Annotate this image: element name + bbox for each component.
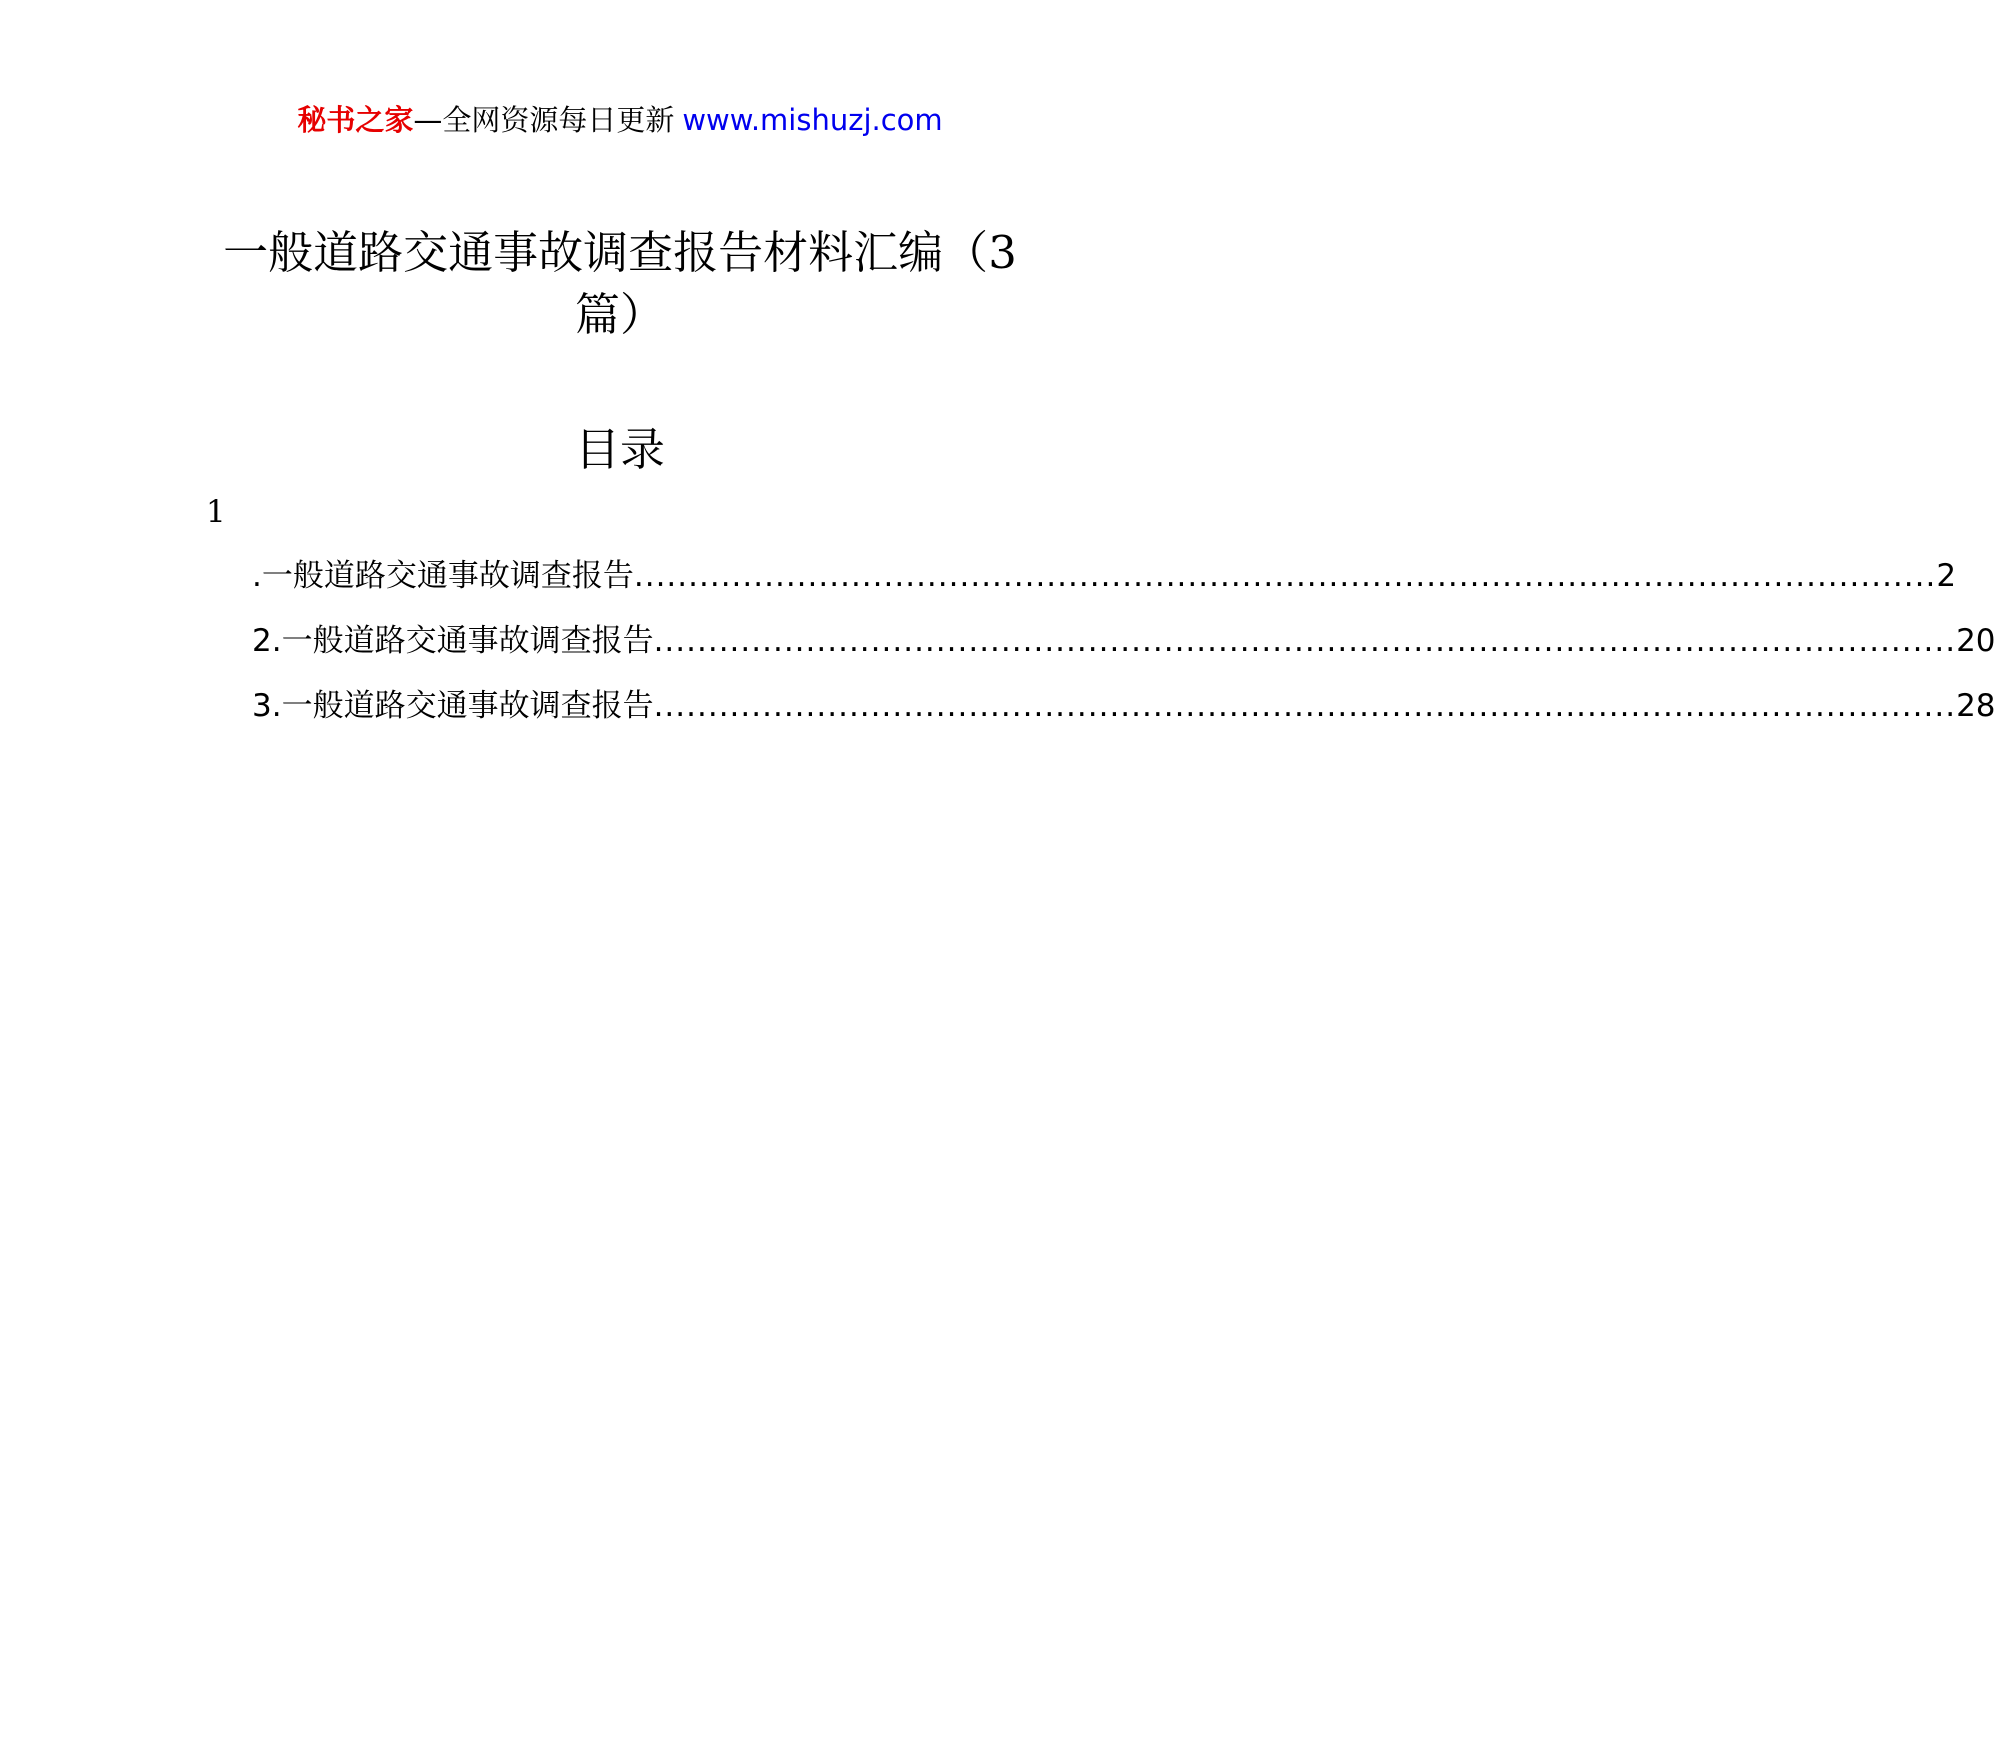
- toc-entry[interactable]: [252, 556, 1957, 621]
- site-name: 秘书之家: [297, 103, 414, 137]
- title-line-2: 篇）: [574, 288, 665, 341]
- toc-leader-dots: ........................................................................................................................: [653, 623, 1957, 659]
- site-slogan: —全网资源每日更新: [413, 103, 675, 137]
- toc-entry-page: 2: [1936, 558, 1957, 594]
- toc-stray-number: 1: [206, 494, 226, 530]
- toc-leader-dots: ........................................................................................................................: [653, 688, 1957, 724]
- site-url-link[interactable]: www.mishuzj.com: [682, 103, 943, 137]
- toc-entry-label: .一般道路交通事故调查报告: [252, 558, 634, 594]
- toc-entry-label: 2.一般道路交通事故调查报告: [252, 623, 654, 659]
- site-header: [0, 100, 1240, 140]
- toc-entry-page: 20: [1956, 623, 1996, 659]
- table-of-contents: [252, 556, 1996, 751]
- title-count: 3: [988, 226, 1017, 279]
- toc-entry[interactable]: [252, 621, 1996, 686]
- document-title: [200, 222, 1040, 346]
- toc-heading: 目录: [574, 423, 665, 476]
- title-line-1: 一般道路交通事故调查报告材料汇编（: [223, 226, 989, 279]
- toc-leader-dots: ........................................................................................................................: [633, 558, 1937, 594]
- toc-entry[interactable]: [252, 686, 1996, 751]
- toc-entry-label: 3.一般道路交通事故调查报告: [252, 688, 654, 724]
- toc-entry-page: 28: [1956, 688, 1996, 724]
